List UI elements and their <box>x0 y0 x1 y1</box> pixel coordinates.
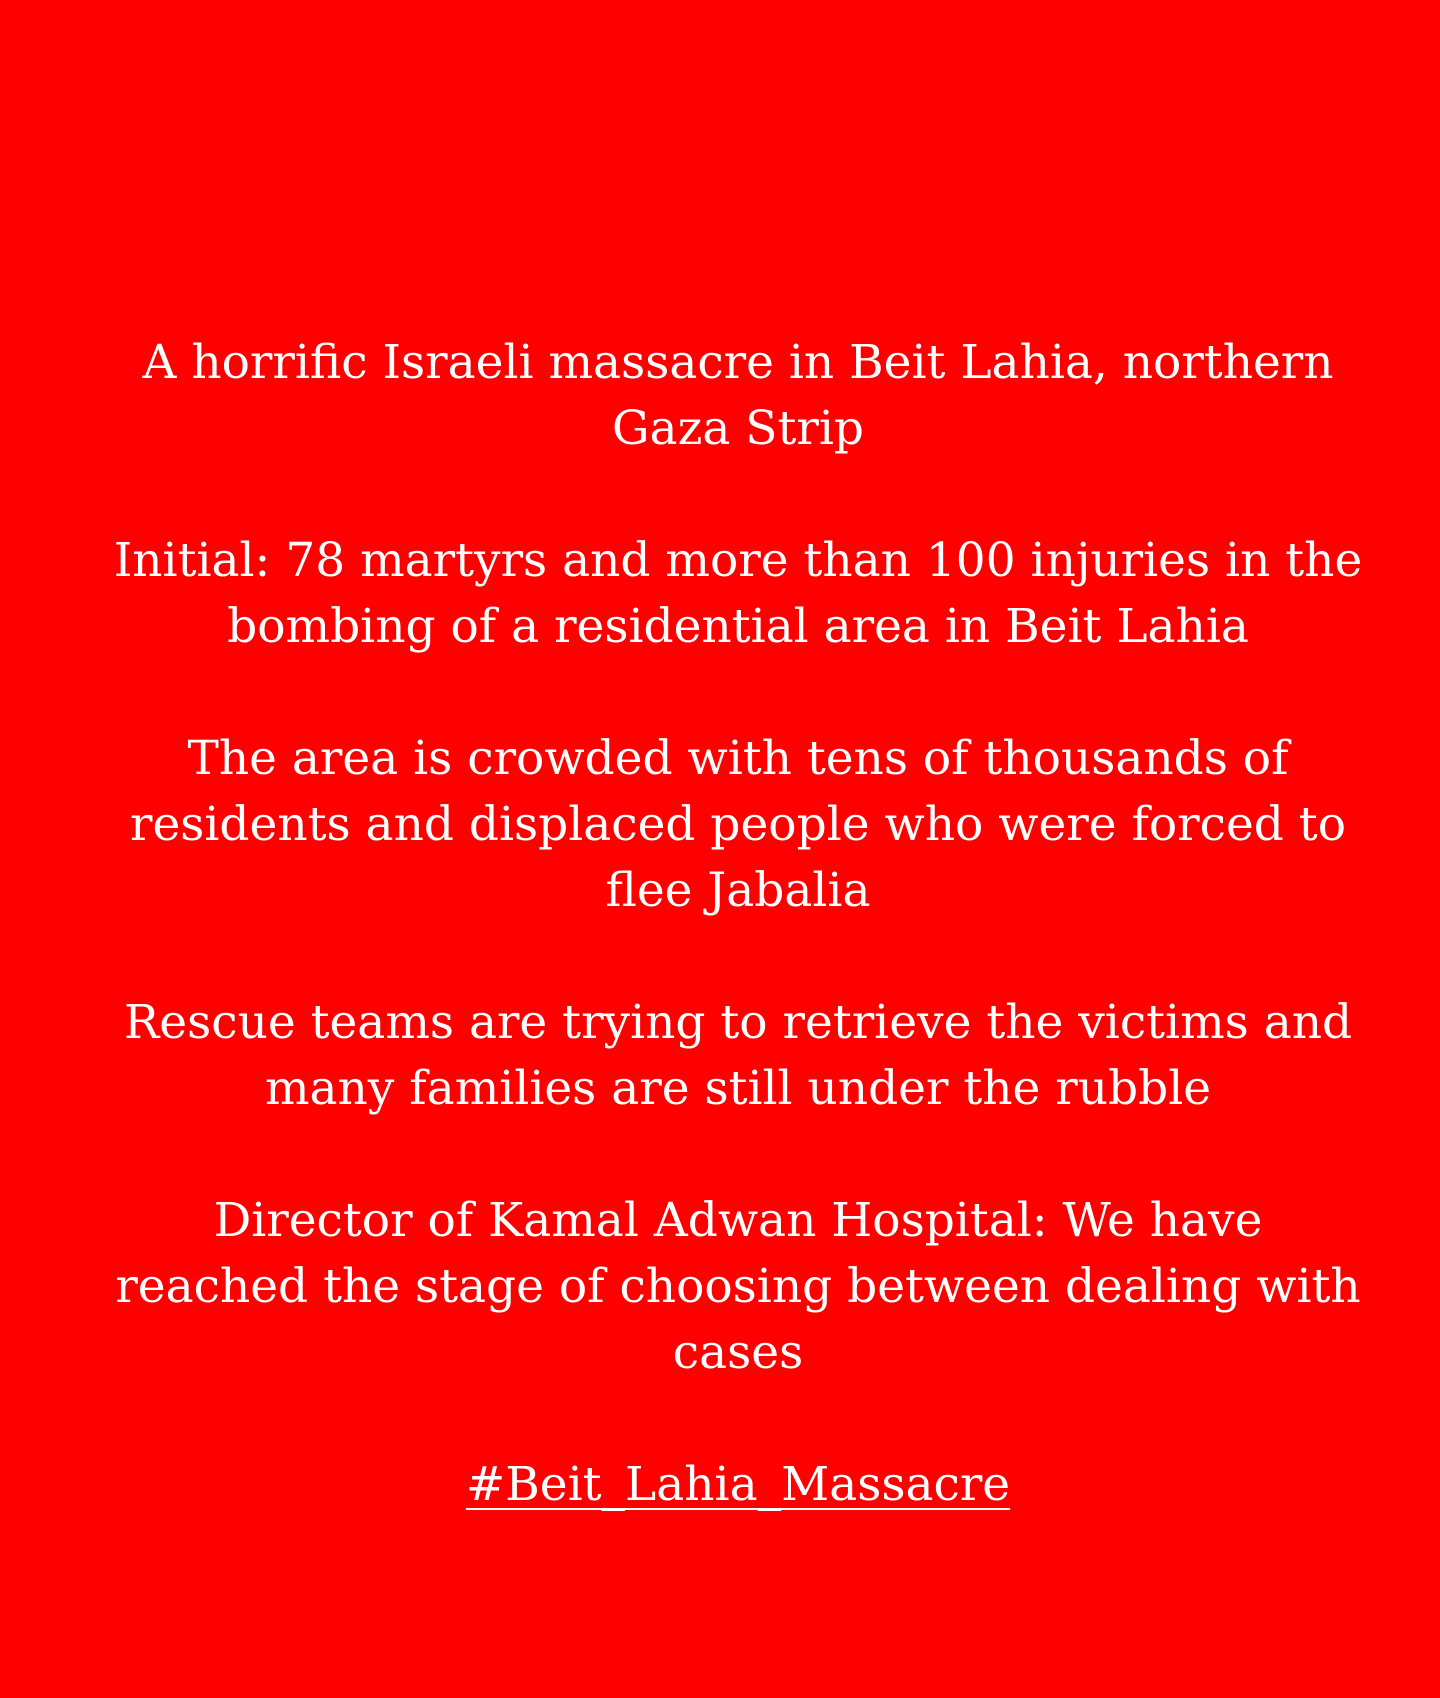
casualties-paragraph: Initial: 78 martyrs and more than 100 injuries in the bombing of a residential area in Beit Lahia <box>113 533 1363 654</box>
paragraph-spacer <box>0 660 1440 726</box>
paragraph-spacer <box>0 462 1440 528</box>
hashtag-link[interactable]: #Beit_Lahia_Massacre <box>465 1457 1011 1512</box>
paragraph-spacer <box>0 924 1440 990</box>
rescue-paragraph: Rescue teams are trying to retrieve the victims and many families are still under the rubble <box>123 995 1353 1116</box>
area-paragraph: The area is crowded with tens of thousands of residents and displaced people who were forced to flee Jabalia <box>130 731 1346 918</box>
story-text-block <box>0 330 1440 1518</box>
hashtag-line <box>0 1386 1440 1518</box>
hospital-director-paragraph: Director of Kamal Adwan Hospital: We have reached the stage of choosing between dealing with cases <box>115 1193 1361 1380</box>
paragraph-spacer <box>0 1122 1440 1188</box>
headline-paragraph: A horrific Israeli massacre in Beit Lahia, northern Gaza Strip <box>142 335 1334 456</box>
